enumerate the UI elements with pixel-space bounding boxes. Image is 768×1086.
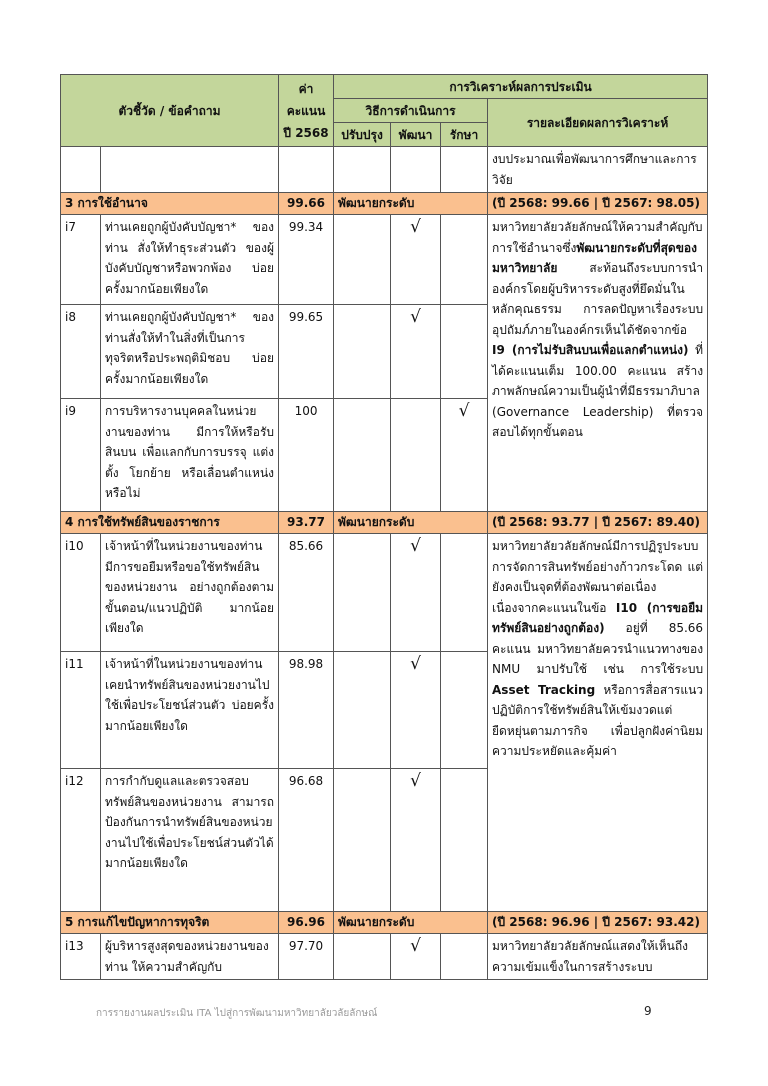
- section-compare: (ปี 2568: 99.66 | ปี 2567: 98.05): [488, 193, 708, 215]
- item-code: i8: [61, 305, 101, 399]
- header-analysis: การวิเคราะห์ผลการประเมิน: [334, 75, 708, 99]
- section-status: พัฒนายกระดับ: [334, 512, 488, 534]
- item-code: i9: [61, 399, 101, 512]
- header-improve: ปรับปรุง: [334, 123, 391, 147]
- carry-over-text: งบประมาณเพื่อพัฒนาการศึกษาและการวิจัย: [488, 147, 708, 193]
- item-question: ผู้บริหารสูงสุดของหน่วยงานของท่าน ให้ความสำคัญกับ: [101, 934, 279, 980]
- item-score: 100: [279, 399, 334, 512]
- header-develop: พัฒนา: [391, 123, 441, 147]
- item-score: 85.66: [279, 534, 334, 652]
- item-code: i12: [61, 769, 101, 912]
- item-question: การบริหารงานบุคคลในหน่วยงานของท่าน มีการให้หรือรับสินบน เพื่อแลกกับการบรรจุ แต่งตั้ง โยกย้าย หรือเลื่อนตำแหน่งหรือไม่: [101, 399, 279, 512]
- item-score: 96.68: [279, 769, 334, 912]
- check-mark: √: [391, 215, 441, 305]
- item-question: เจ้าหน้าที่ในหน่วยงานของท่าน เคยนำทรัพย์สินของหน่วยงานไปใช้เพื่อประโยชน์ส่วนตัว บ่อยครั้งมากน้อยเพียงใด: [101, 652, 279, 769]
- detail-text: มหาวิทยาลัยวลัยลักษณ์ให้ความสำคัญกับการใช้อำนาจซึ่ง: [492, 220, 703, 255]
- item-question: การกำกับดูแลและตรวจสอบทรัพย์สินของหน่วยงาน สามารถป้องกันการนำทรัพย์สินของหน่วยงานไปใช้เพื่อประโยชน์ส่วนตัวได้ มากน้อยเพียงใด: [101, 769, 279, 912]
- item-question: เจ้าหน้าที่ในหน่วยงานของท่าน มีการขอยืมหรือขอใช้ทรัพย์สินของหน่วยงาน อย่างถูกต้องตามขั้นตอน/แนวปฏิบัติ มากน้อยเพียงใด: [101, 534, 279, 652]
- item-question: ท่านเคยถูกผู้บังคับบัญชา* ของท่าน สั่งให้ทำธุระส่วนตัว ของผู้บังคับบัญชาหรือพวกพ้อง บ่อยครั้งมากน้อยเพียงใด: [101, 215, 279, 305]
- header-indicator: ตัวชี้วัด / ข้อคำถาม: [61, 75, 279, 147]
- check-mark: √: [391, 769, 441, 912]
- item-score: 97.70: [279, 934, 334, 980]
- section-score: 93.77: [279, 512, 334, 534]
- section-score: 96.96: [279, 912, 334, 934]
- item-score: 99.34: [279, 215, 334, 305]
- item-question: ท่านเคยถูกผู้บังคับบัญชา* ของท่านสั่งให้ทำในสิ่งที่เป็นการทุจริตหรือประพฤติมิชอบ บ่อยครั้งมากน้อยเพียงใด: [101, 305, 279, 399]
- analysis-detail: [488, 534, 708, 912]
- check-mark: √: [391, 934, 441, 980]
- item-code: i13: [61, 934, 101, 980]
- check-mark: √: [391, 305, 441, 399]
- page-number: 9: [644, 1004, 652, 1018]
- section-compare: (ปี 2568: 96.96 | ปี 2567: 93.42): [488, 912, 708, 934]
- detail-bold: I10 (การขอยืมทรัพย์สินอย่างถูกต้อง): [492, 600, 704, 635]
- check-mark: √: [391, 652, 441, 769]
- section-score: 99.66: [279, 193, 334, 215]
- item-score: 99.65: [279, 305, 334, 399]
- section-title: 3 การใช้อำนาจ: [61, 193, 279, 215]
- detail-bold: Asset Tracking: [492, 682, 596, 697]
- section-compare: (ปี 2568: 93.77 | ปี 2567: 89.40): [488, 512, 708, 534]
- header-score-line1: ค่า: [298, 81, 314, 96]
- footer-text: การรายงานผลประเมิน ITA ไปสู่การพัฒนามหาวิทยาลัยวลัยลักษณ์: [96, 1008, 378, 1019]
- header-score: [279, 75, 334, 147]
- detail-bold: พัฒนายกระดับที่สุดของมหาวิทยาลัย: [492, 240, 697, 275]
- header-details: รายละเอียดผลการวิเคราะห์: [488, 99, 708, 147]
- detail-text: หรือการสื่อสารแนวปฏิบัติการใช้ทรัพย์สินให้เข้มงวดแต่ยืดหยุ่นตามภารกิจ เพื่อปลูกฝังค่านิยมความประหยัดและคุ้มค่า: [492, 682, 704, 758]
- item-score: 98.98: [279, 652, 334, 769]
- item-code: i11: [61, 652, 101, 769]
- section-status: พัฒนายกระดับ: [334, 193, 488, 215]
- section-title: 5 การแก้ไขปัญหาการทุจริต: [61, 912, 279, 934]
- analysis-detail: [488, 215, 708, 512]
- item-code: i10: [61, 534, 101, 652]
- section-row: [61, 512, 708, 534]
- header-maintain: รักษา: [441, 123, 488, 147]
- detail-text: ที่ได้คะแนนเต็ม 100.00 คะแนน สร้างภาพลักษณ์ความเป็นผู้นำที่มีธรรมาภิบาล (Governance Leadership) ที่ตรวจสอบได้ทุกขั้นตอน: [492, 343, 704, 439]
- section-status: พัฒนายกระดับ: [334, 912, 488, 934]
- header-score-line2: คะแนน: [286, 103, 326, 118]
- header-score-line3: ปี 2568: [283, 125, 329, 140]
- header-method: วิธีการดำเนินการ: [334, 99, 488, 123]
- table-row: [61, 215, 708, 305]
- detail-text: อยู่ที่ 85.66 คะแนน มหาวิทยาลัยควรนำแนวทางของ NMU มาปรับใช้ เช่น การใช้ระบบ: [492, 621, 704, 676]
- analysis-detail: [488, 934, 708, 980]
- detail-bold: I9 (การไม่รับสินบนเพื่อแลกตำแหน่ง): [492, 343, 689, 357]
- section-row: [61, 912, 708, 934]
- section-title: 4 การใช้ทรัพย์สินของราชการ: [61, 512, 279, 534]
- carry-over-row: [61, 147, 708, 193]
- ita-analysis-table: [60, 74, 708, 980]
- section-row: [61, 193, 708, 215]
- table-row: [61, 934, 708, 980]
- table-row: [61, 534, 708, 652]
- check-mark: √: [391, 534, 441, 652]
- detail-text: มหาวิทยาลัยวลัยลักษณ์แสดงให้เห็นถึงความเข้มแข็งในการสร้างระบบ: [492, 939, 688, 974]
- detail-text: มหาวิทยาลัยวลัยลักษณ์มีการปฏิรูประบบการจัดการสินทรัพย์อย่างก้าวกระโดด แต่ยังคงเป็นจุดที่ต้องพัฒนาต่อเนื่อง เนื่องจากคะแนนในข้อ: [492, 539, 704, 615]
- check-mark: √: [441, 399, 488, 512]
- item-code: i7: [61, 215, 101, 305]
- detail-text: สะท้อนถึงระบบการนำองค์กรโดยผู้บริหารระดับสูงที่ยึดมั่นในหลักคุณธรรม การลดปัญหาเรื่องระบบอุปถัมภ์ภายในองค์กรเห็นได้ชัดจากข้อ: [492, 261, 704, 337]
